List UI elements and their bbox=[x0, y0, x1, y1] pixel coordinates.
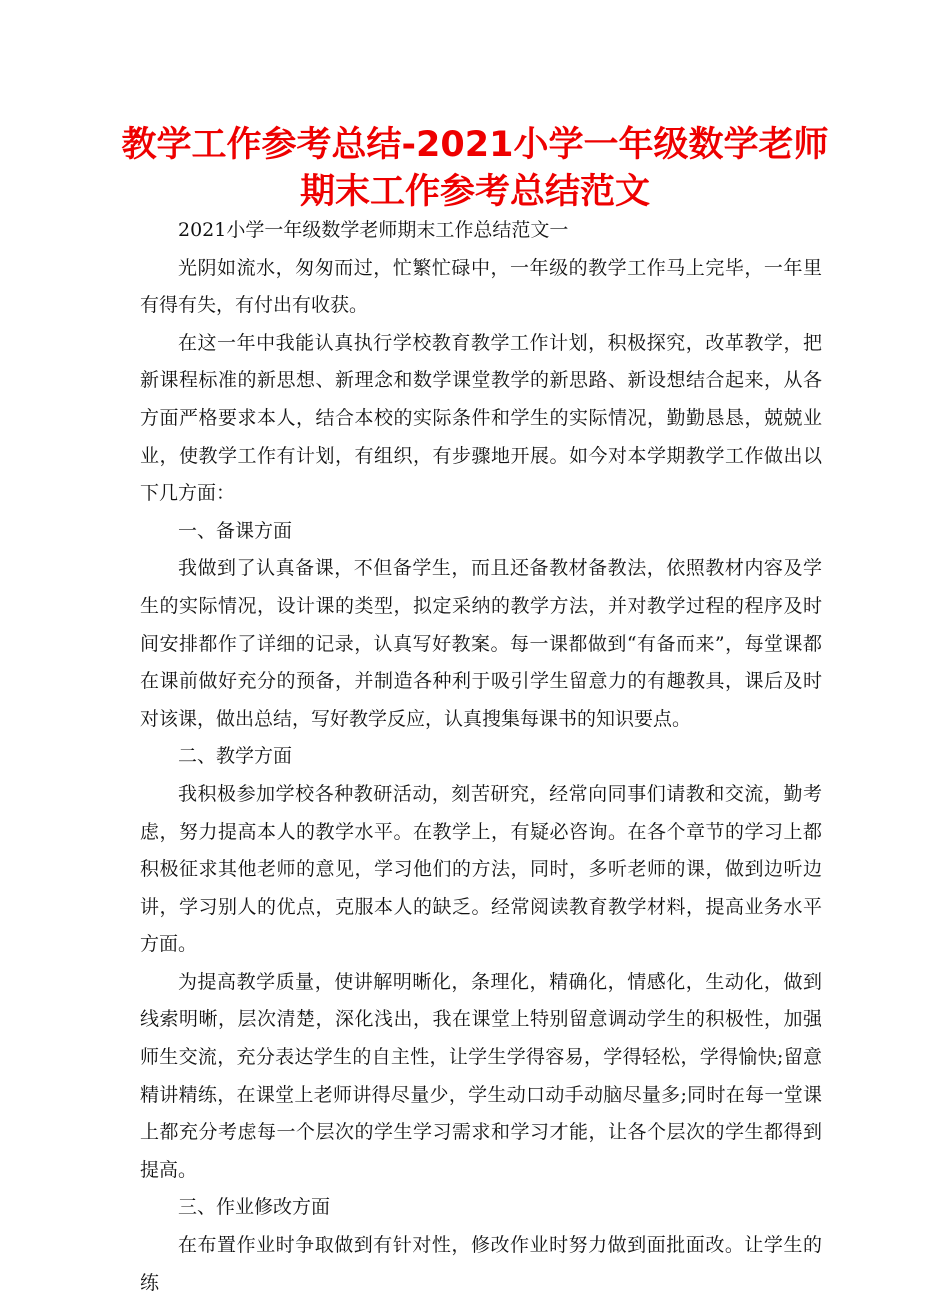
section-heading-homework: 三、作业修改方面 bbox=[178, 1196, 331, 1219]
paragraph-overview: 在这一年中我能认真执行学校教育教学工作计划，积极探究，改革教学，把新课程标准的新思想、新理念和数学课堂教学的新思路、新设想结合起来，从各方面严格要求本人，结合本校的实际条件和学生的实际情况，勤勤恳恳，兢兢业业，使教学工作有计划，有组织，有步骤地开展。如今对本学期教学工作做出以下几方面： bbox=[140, 331, 822, 505]
paragraph-subtitle: 2021小学一年级数学老师期末工作总结范文一 bbox=[178, 219, 569, 241]
document-body bbox=[140, 212, 822, 1302]
paragraph-intro: 光阴如流水，匆匆而过，忙繁忙碌中，一年级的教学工作马上完毕，一年里有得有失，有付出有收获。 bbox=[140, 256, 822, 317]
paragraph-teaching-research: 我积极参加学校各种教研活动，刻苦研究，经常向同事们请教和交流，勤考虑，努力提高本人的教学水平。在教学上，有疑必咨询。在各个章节的学习上都积极征求其他老师的意见，学习他们的方法，同时，多听老师的课，做到边听边讲，学习别人的优点，克服本人的缺乏。经常阅读教育教学材料，提高业务水平方面。 bbox=[140, 782, 822, 956]
section-heading-teaching: 二、教学方面 bbox=[178, 745, 293, 768]
paragraph-lesson-prep: 我做到了认真备课，不但备学生，而且还备教材备教法，依照教材内容及学生的实际情况，设计课的类型，拟定采纳的教学方法，并对教学过程的程序及时间安排都作了详细的记录，认真写好教案。每一课都做到“有备而来”，每堂课都在课前做好充分的预备，并制造各种利于吸引学生留意力的有趣教具，课后及时对该课，做出总结，写好教学反应，认真搜集每课书的知识要点。 bbox=[140, 557, 822, 730]
paragraph-teaching-quality: 为提高教学质量，使讲解明晰化，条理化，精确化，情感化，生动化，做到线索明晰，层次清楚，深化浅出，我在课堂上特别留意调动学生的积极性，加强师生交流，充分表达学生的自主性，让学生学得容易，学得轻松，学得愉快;留意精讲精练，在课堂上老师讲得尽量少，学生动口动手动脑尽量多;同时在每一堂课上都充分考虑每一个层次的学生学习需求和学习才能，让各个层次的学生都得到提高。 bbox=[140, 970, 822, 1181]
section-heading-lesson-prep: 一、备课方面 bbox=[178, 519, 293, 542]
paragraph-homework: 在布置作业时争取做到有针对性，修改作业时努力做到面批面改。让学生的练 bbox=[140, 1234, 822, 1294]
document-title: 教学工作参考总结-2021小学一年级数学老师期末工作参考总结范文 bbox=[121, 125, 829, 212]
